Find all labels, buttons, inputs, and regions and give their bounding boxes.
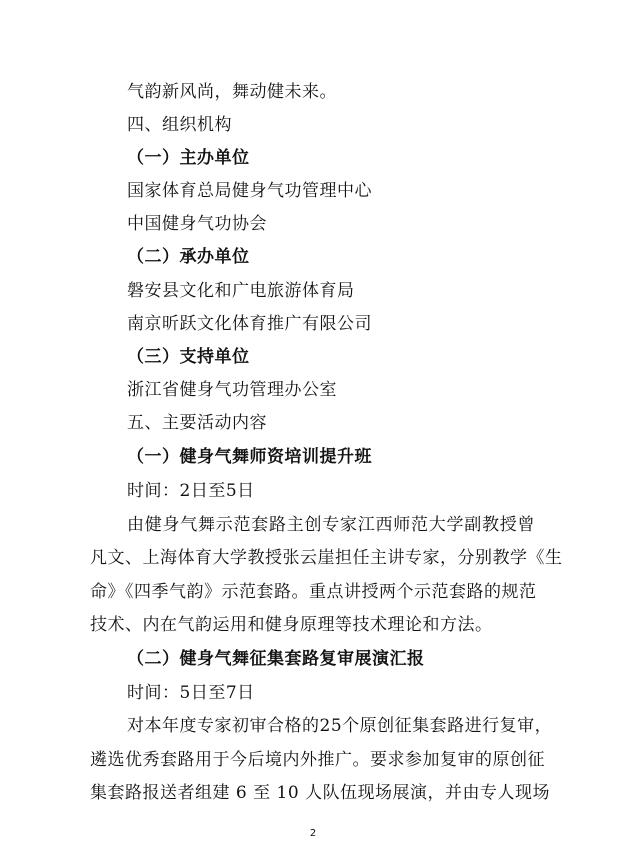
section-heading: 四、组织机构 (127, 115, 232, 135)
paragraph-line: 凡文、上海体育大学教授张云崖担任主讲专家，分别教学《生 (90, 548, 563, 568)
paragraph-line: 集套路报送者组建 6 至 10 人队伍现场展演，并由专人现场 (90, 783, 551, 803)
page-number: 2 (309, 828, 317, 839)
section-heading: 五、主要活动内容 (127, 413, 267, 433)
subsection-heading: （二）健身气舞征集套路复审展演汇报 (127, 649, 425, 669)
subsection-heading: （一）主办单位 (127, 148, 250, 168)
subsection-heading: （二）承办单位 (127, 247, 250, 267)
paragraph-line: 对本年度专家初审合格的25个原创征集套路进行复审， (127, 716, 553, 736)
text-line: 中国健身气功协会 (127, 214, 267, 234)
text-line: 南京昕跃文化体育推广有限公司 (127, 314, 372, 334)
text-line: 磐安县文化和广电旅游体育局 (127, 281, 355, 301)
paragraph-line: 由健身气舞示范套路主创专家江西师范大学副教授曾 (127, 515, 535, 535)
paragraph-line: 遴选优秀套路用于今后境内外推广。要求参加复审的原创征 (90, 750, 545, 770)
text-line: 时间：2日至5日 (127, 481, 255, 501)
paragraph-line: 技术、内在气韵运用和健身原理等技术理论和方法。 (90, 615, 493, 635)
text-line: 时间：5日至7日 (127, 683, 255, 703)
subsection-heading: （三）支持单位 (127, 347, 250, 367)
text-line: 气韵新风尚，舞动健未来。 (127, 82, 337, 102)
text-line: 国家体育总局健身气功管理中心 (127, 181, 372, 201)
text-line: 浙江省健身气功管理办公室 (127, 380, 337, 400)
subsection-heading: （一）健身气舞师资培训提升班 (127, 447, 372, 467)
paragraph-line: 命》《四季气韵》示范套路。重点讲授两个示范套路的规范 (90, 582, 537, 602)
